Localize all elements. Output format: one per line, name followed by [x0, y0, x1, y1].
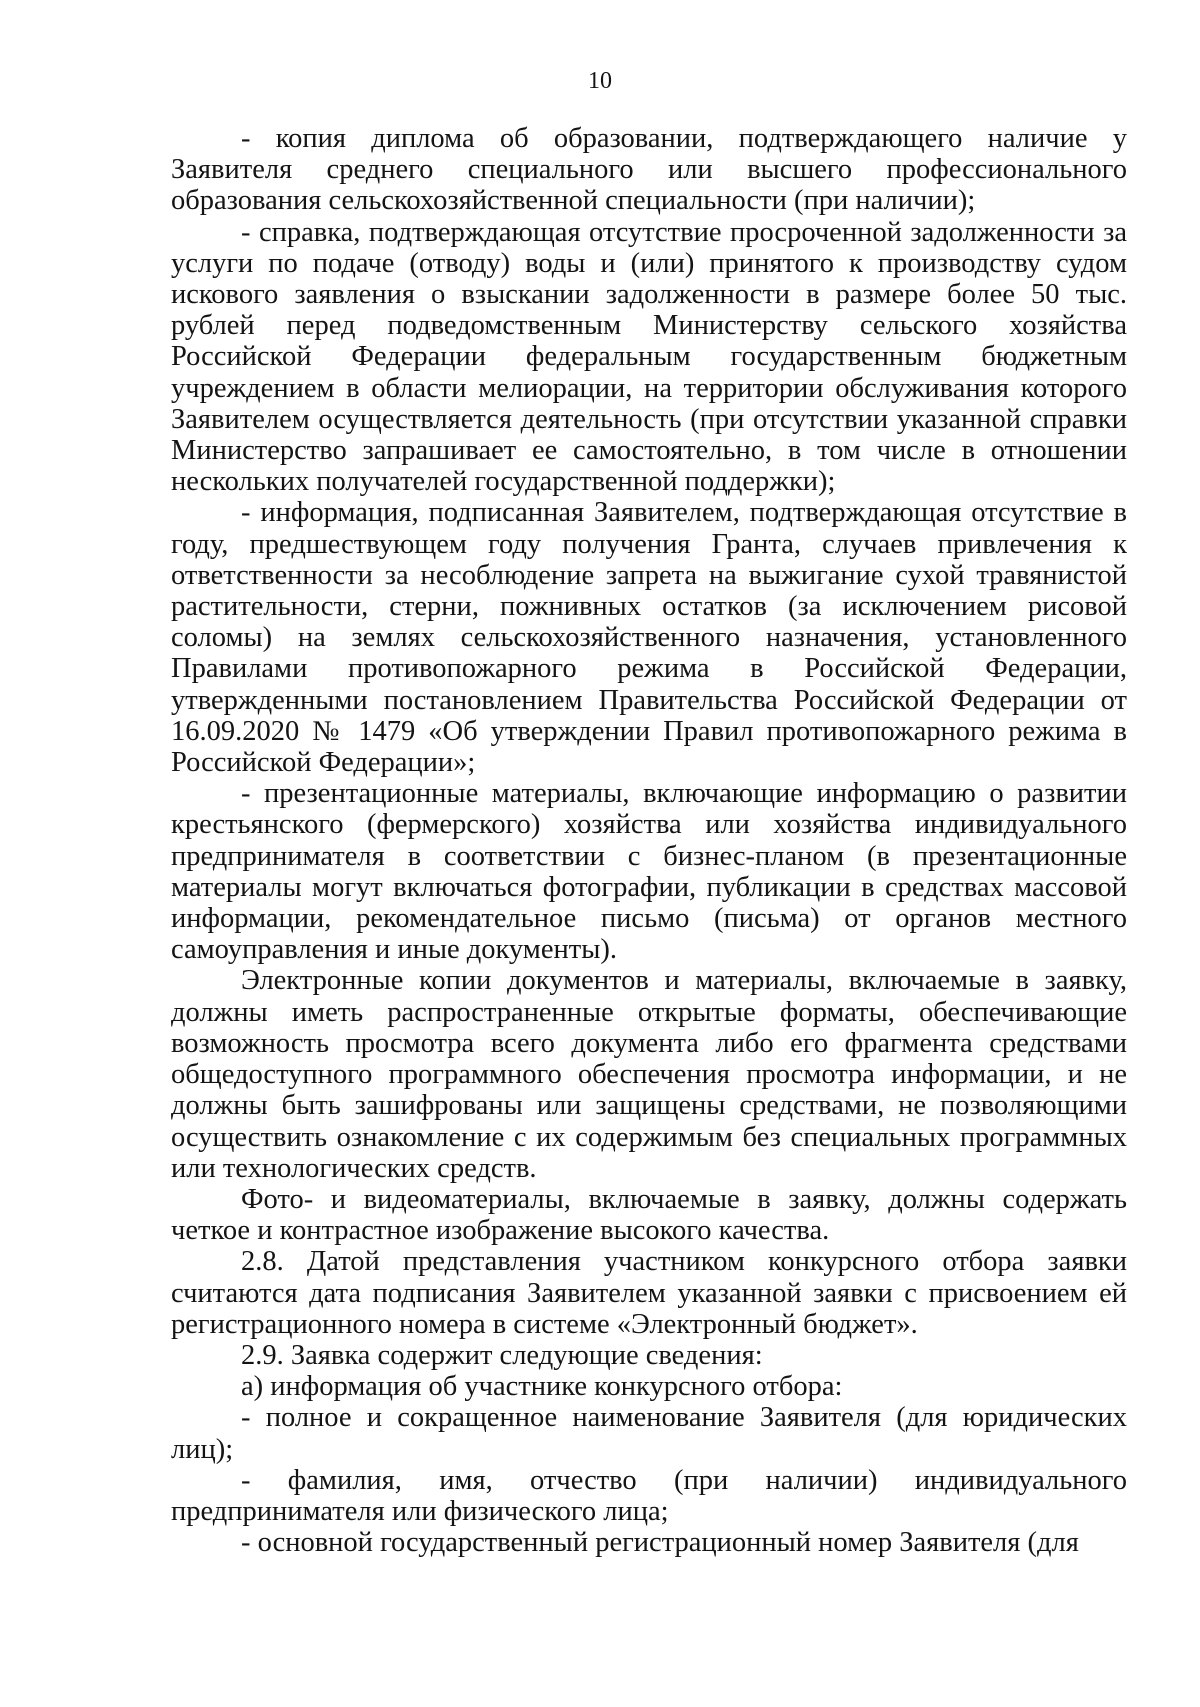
paragraph-electronic-copies: Электронные копии документов и материалы, включаемые в заявку, должны иметь распространенные открытые форматы, обеспечивающие возможность просмотра всего документа либо его фрагмента средствами общедоступного программного обеспечения просмотра информации, и не должны быть зашифрованы или защищены средствами, не позволяющими осуществить ознакомление с их содержимым без специальных программных или технологических средств.: [171, 965, 1127, 1184]
paragraph-clause-2-9: 2.9. Заявка содержит следующие сведения:: [241, 1339, 763, 1371]
page-number: 10: [588, 68, 612, 94]
paragraph-clause-2-8: 2.8. Датой представления участником конкурсного отбора заявки считаются дата подписания Заявителем указанной заявки с присвоением ей регистрационного номера в системе «Электронный бюджет».: [171, 1246, 1127, 1340]
document-body: [171, 123, 1127, 1558]
paragraph-full-name: - полное и сокращенное наименование Заявителя (для юридических лиц);: [171, 1402, 1127, 1465]
paragraph-participant-info: а) информация об участнике конкурсного отбора:: [241, 1371, 843, 1403]
paragraph-diploma-copy: - копия диплома об образовании, подтверждающего наличие у Заявителя среднего специального или высшего профессионального образования сельскохозяйственной специальности (при наличии);: [171, 123, 1127, 217]
paragraph-presentation-materials: - презентационные материалы, включающие информацию о развитии крестьянского (фермерского) хозяйства или хозяйства индивидуального предпринимателя в соответствии с бизнес-планом (в презентационные материалы могут включаться фотографии, публикации в средствах массовой информации, рекомендательное письмо (письма) от органов местного самоуправления и иные документы).: [171, 778, 1127, 966]
paragraph-person-name: - фамилия, имя, отчество (при наличии) индивидуального предпринимателя или физического лица;: [171, 1464, 1127, 1527]
paragraph-photo-video: Фото- и видеоматериалы, включаемые в заявку, должны содержать четкое и контрастное изображение высокого качества.: [171, 1183, 1127, 1247]
paragraph-water-debt-certificate: - справка, подтверждающая отсутствие просроченной задолженности за услуги по подаче (отводу) воды и (или) принятого к производству судом искового заявления о взыскании задолженности в размере более 50 тыс. рублей перед подведомственным Министерству сельского хозяйства Российской Федерации федеральным государственным бюджетным учреждением в области мелиорации, на территории обслуживания которого Заявителем осуществляется деятельность (при отсутствии указанной справки Министерство запрашивает ее самостоятельно, в том числе в отношении нескольких получателей государственной поддержки);: [171, 216, 1127, 498]
paragraph-fire-safety-info: - информация, подписанная Заявителем, подтверждающая отсутствие в году, предшествующем году получения Гранта, случаев привлечения к ответственности за несоблюдение запрета на выжигание сухой травянистой растительности, стерни, пожнивных остатков (за исключением рисовой соломы) на землях сельскохозяйственного назначения, установленного Правилами противопожарного режима в Российской Федерации, утвержденными постановлением Правительства Российской Федерации от 16.09.2020 № 1479 «Об утверждении Правил противопожарного режима в Российской Федерации»;: [171, 497, 1127, 779]
paragraph-registration-number: - основной государственный регистрационный номер Заявителя (для: [241, 1527, 1079, 1559]
